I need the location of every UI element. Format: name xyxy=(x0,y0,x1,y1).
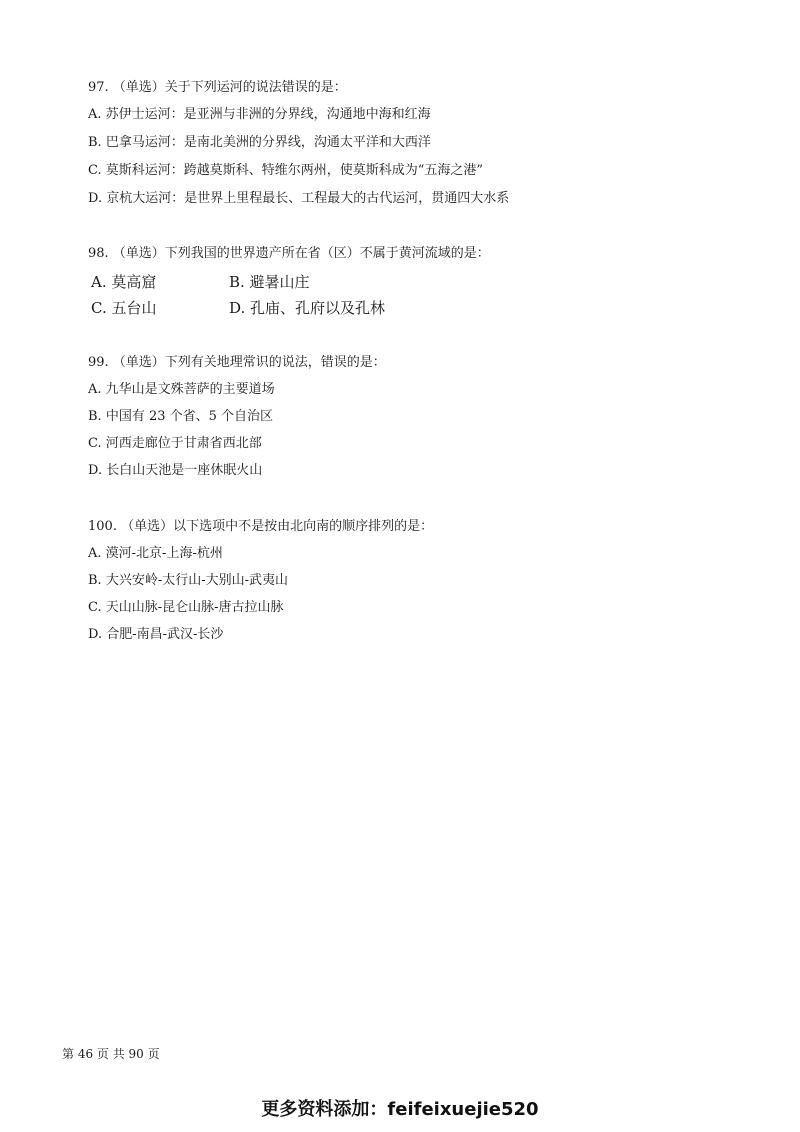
question-98-option-a: A. 莫高窟 xyxy=(91,273,157,291)
page-number: 第 46 页 共 90 页 xyxy=(62,1047,160,1061)
question-98-option-c: C. 五台山 xyxy=(91,299,157,317)
question-100-option-c: C. 天山山脉-昆仑山脉-唐古拉山脉 xyxy=(88,600,284,615)
question-98-title: 98. （单选）下列我国的世界遗产所在省（区）不属于黄河流域的是： xyxy=(88,246,490,261)
promo-banner: 更多资料添加：feifeixuejie520 xyxy=(261,1099,539,1120)
question-99-option-d: D. 长白山天池是一座休眠火山 xyxy=(88,463,263,478)
question-100-option-d: D. 合肥-南昌-武汉-长沙 xyxy=(88,627,224,642)
question-98-option-b: B. 避暑山庄 xyxy=(229,273,310,291)
question-100-title: 100. （单选）以下选项中不是按由北向南的顺序排列的是： xyxy=(88,519,434,534)
question-100-option-a: A. 漠河-北京-上海-杭州 xyxy=(88,546,223,561)
question-99-option-b: B. 中国有 23 个省、5 个自治区 xyxy=(88,409,274,424)
question-97-title: 97. （单选）关于下列运河的说法错误的是： xyxy=(88,80,347,95)
question-99-option-a: A. 九华山是文殊菩萨的主要道场 xyxy=(88,382,275,397)
question-100-option-b: B. 大兴安岭-太行山-大别山-武夷山 xyxy=(88,573,288,588)
question-98-option-d: D. 孔庙、孔府以及孔林 xyxy=(229,299,386,317)
question-99-option-c: C. 河西走廊位于甘肃省西北部 xyxy=(88,436,262,451)
question-97-option-a: A. 苏伊士运河：是亚洲与非洲的分界线，沟通地中海和红海 xyxy=(88,107,431,122)
question-97-option-c: C. 莫斯科运河：跨越莫斯科、特维尔两州，使莫斯科成为“五海之港” xyxy=(88,163,484,178)
question-99-title: 99. （单选）下列有关地理常识的说法，错误的是： xyxy=(88,355,386,370)
question-97-option-d: D. 京杭大运河：是世界上里程最长、工程最大的古代运河，贯通四大水系 xyxy=(88,191,510,206)
question-97-option-b: B. 巴拿马运河：是南北美洲的分界线，沟通太平洋和大西洋 xyxy=(88,135,431,150)
